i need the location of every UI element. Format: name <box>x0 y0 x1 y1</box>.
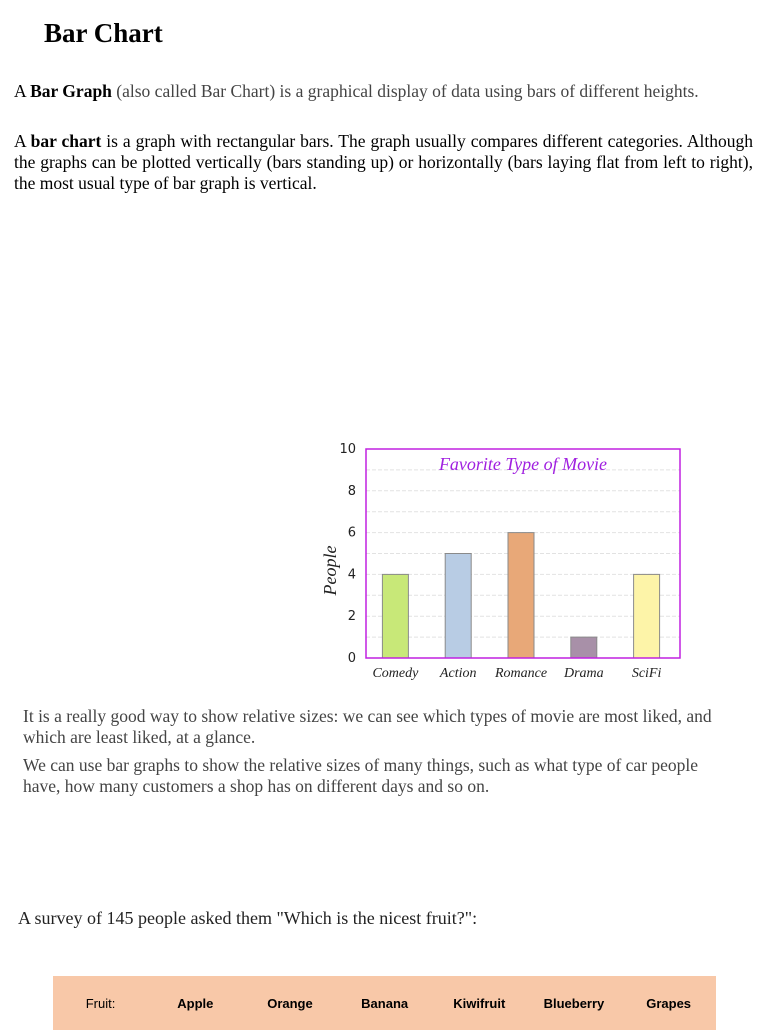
category-label-action: Action <box>439 666 477 681</box>
bar-scifi <box>634 574 660 658</box>
category-label-drama: Drama <box>563 666 604 681</box>
y-axis-label: People <box>320 545 340 596</box>
intro-1-term: Bar Graph <box>30 81 112 101</box>
fruit-table <box>53 976 716 1030</box>
body-paragraph-1: It is a really good way to show relative sizes: we can see which types of movie are most liked, and which are least liked, at a glance. <box>23 706 712 747</box>
fruit-cell-kiwifruit: Kiwifruit <box>453 995 506 1011</box>
fruit-header-label: Fruit: <box>85 995 116 1011</box>
fruit-cell-blueberry: Blueberry <box>543 995 605 1011</box>
movie-bar-chart <box>310 436 690 686</box>
y-tick-label: 6 <box>347 525 356 541</box>
category-label-romance: Romance <box>494 666 548 681</box>
bar-romance <box>508 533 534 658</box>
intro-2-term: bar chart <box>30 131 102 151</box>
category-label-comedy: Comedy <box>372 666 419 681</box>
body-paragraph-2: We can use bar graphs to show the relative sizes of many things, such as what type of car people have, how many customers a shop has on different days and so on. <box>23 755 699 796</box>
survey-question: A survey of 145 people asked them "Which is the nicest fruit?": <box>18 908 478 928</box>
y-tick-label: 4 <box>347 567 356 583</box>
category-label-scifi: SciFi <box>631 666 662 681</box>
y-tick-label: 2 <box>347 609 356 625</box>
intro-1-text: (also called Bar Chart) is a graphical display of data using bars of different heights. <box>111 81 699 101</box>
y-tick-label: 8 <box>347 483 356 499</box>
y-tick-label: 0 <box>347 651 356 666</box>
page-title: Bar Chart <box>44 18 163 48</box>
intro-paragraph-2 <box>14 131 753 194</box>
fruit-cell-orange: Orange <box>267 995 313 1011</box>
bar-comedy <box>382 574 408 658</box>
table-row <box>53 976 716 1030</box>
intro-paragraph-1 <box>14 81 753 102</box>
intro-2-prefix: A <box>14 131 31 151</box>
fruit-cell-banana: Banana <box>361 995 409 1011</box>
fruit-cell-apple: Apple <box>177 995 214 1011</box>
fruit-cell-grapes: Grapes <box>646 995 692 1011</box>
bar-action <box>445 554 471 659</box>
chart-title: Favorite Type of Movie <box>438 454 608 474</box>
intro-1-prefix: A <box>14 81 31 101</box>
intro-2-text: is a graph with rectangular bars. The graph usually compares different categories. Although the graphs can be plotted vertically (bars standing up) or horizontally (bars laying flat from left to right), the most usual type of bar graph is vertical. <box>14 131 753 193</box>
y-tick-label: 10 <box>339 442 356 457</box>
bar-drama <box>571 637 597 658</box>
